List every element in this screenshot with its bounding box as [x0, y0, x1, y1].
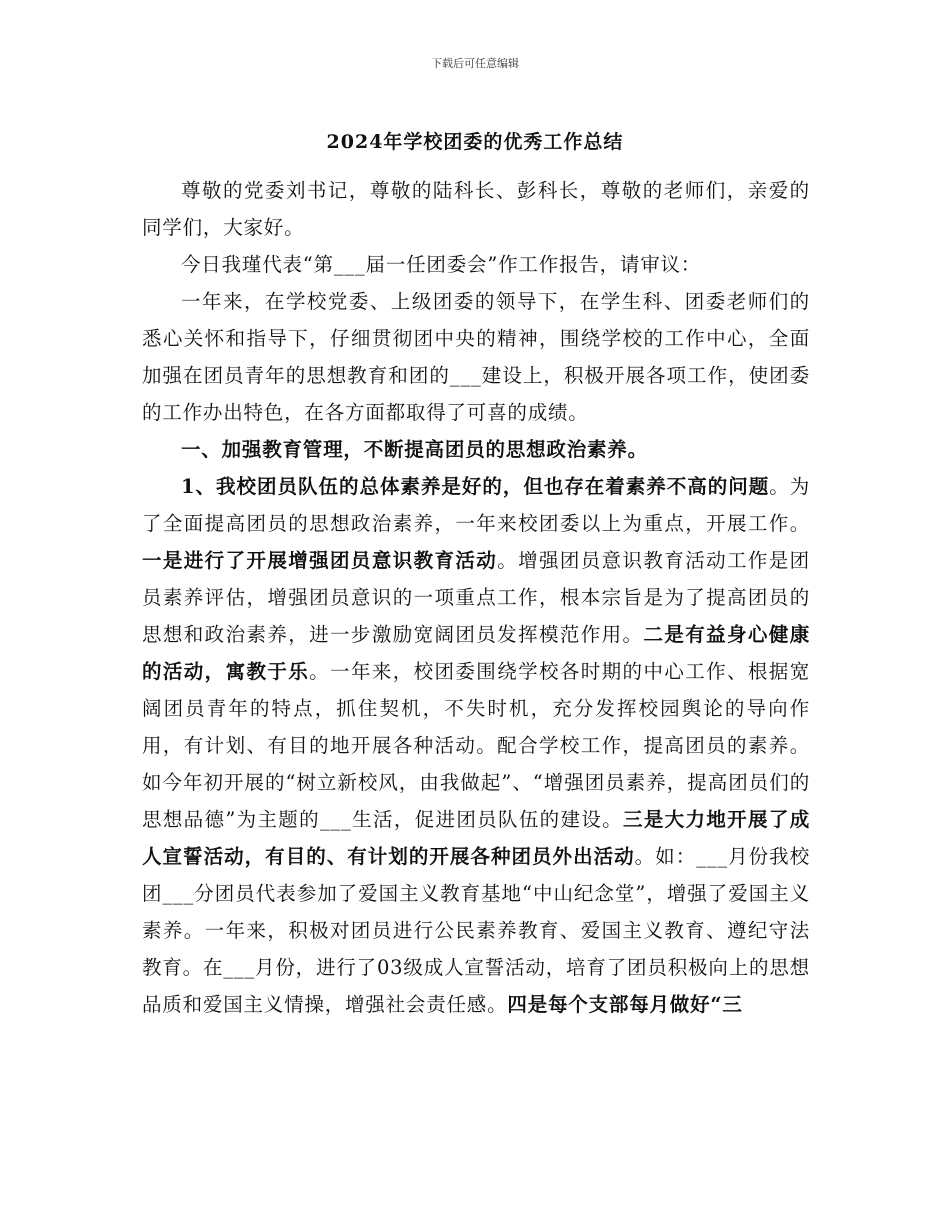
- overview-paragraph: 一年来，在学校党委、上级团委的领导下，在学生科、团委老师们的悉心关怀和指导下，仔细贯彻团中央的精神，围绕学校的工作中心，全面加强在团员青年的思想教育和团的___建设上，积极开展各项工作，使团委的工作办出特色，在各方面都取得了可喜的成绩。: [142, 290, 810, 424]
- intro-paragraph: 今日我瑾代表“第___届一任团委会”作工作报告，请审议：: [181, 253, 702, 276]
- document-title: 2024年学校团委的优秀工作总结: [326, 131, 624, 153]
- point-4-bold: 四是每个支部每月做好“三: [507, 993, 743, 1016]
- lead-bold-text: 1、我校团员队伍的总体素养是好的，但也存在着素养不高的问题: [181, 475, 770, 498]
- point-3-bold: 三是大力地开展了成人宣誓活动，有目的、有计划的开展各种团员外出活动: [142, 808, 810, 868]
- point-3-text: 。如：___月份我校团___分团员代表参加了爱国主义教育基地“中山纪念堂”，增强了爱国主义素养。一年来，积极对团员进行公民素养教育、爱国主义教育、遵纪守法教育。在___月份，进行了03级成人宣誓活动，培育了团员积极向上的思想品质和爱国主义情操，增强社会责任感。: [142, 845, 810, 1016]
- point-1-text: 。增强团员意识教育活动工作是团员素养评估，增强团员意识的一项重点工作，根本宗旨是为了提高团员的思想和政治素养，进一步激励宽阔团员发挥模范作用。: [142, 549, 810, 646]
- document-body: [142, 172, 810, 1023]
- point-2-bold: 二是有益身心健康的活动，寓教于乐: [142, 623, 811, 683]
- greeting-paragraph: 尊敬的党委刘书记，尊敬的陆科长、彭科长，尊敬的老师们，亲爱的同学们，大家好。: [142, 179, 810, 239]
- point-1-bold: 一是进行了开展增强团员意识教育活动: [142, 549, 498, 572]
- header-note: 下载后可任意编辑: [431, 57, 519, 70]
- point-2-text: 。一年来，校团委围绕学校各时期的中心工作、根据宽阔团员青年的特点，抓住契机，不失时机，充分发挥校园舆论的导向作用，有计划、有目的地开展各种活动。配合学校工作，提高团员的素养。如今年初开展的“树立新校风，由我做起”、“增强团员素养，提高团员们的思想品德”为主题的___生活，促进团员队伍的建设。: [142, 660, 811, 831]
- section-1-paragraph: [142, 468, 810, 1023]
- section-heading-1: 一、加强教育管理，不断提高团员的思想政治素养。: [181, 438, 648, 461]
- lead-text: 。为了全面提高团员的思想政治素养，一年来校团委以上为重点，开展工作。: [142, 475, 810, 535]
